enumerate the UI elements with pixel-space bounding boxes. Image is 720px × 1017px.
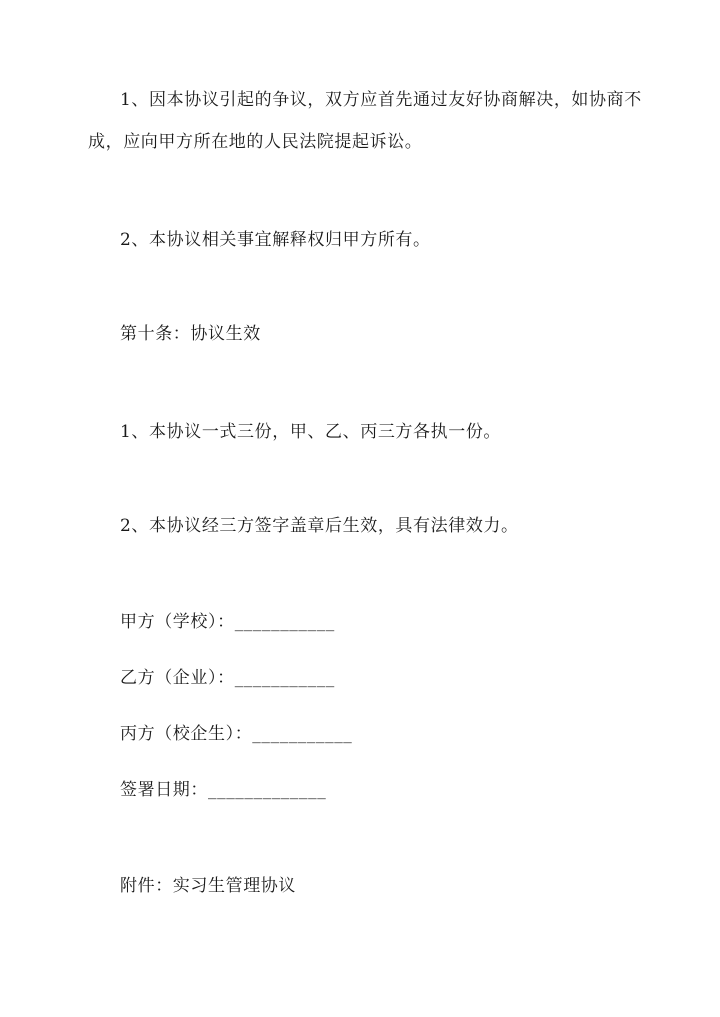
clause9-item1-line1: 1、因本协议引起的争议，双方应首先通过友好协商解决，如协商不 (120, 90, 642, 110)
clause9-item2: 2、本协议相关事宜解释权归甲方所有。 (120, 230, 431, 250)
signature-party-b: 乙方（企业）：___________ (120, 668, 335, 688)
clause10-item2: 2、本协议经三方签字盖章后生效，具有法律效力。 (120, 516, 519, 536)
signature-party-c: 丙方（校企生）：___________ (120, 724, 353, 744)
attachment-line: 附件：实习生管理协议 (120, 876, 296, 896)
clause10-heading: 第十条：协议生效 (120, 324, 261, 344)
clause9-item1-line2: 成，应向甲方所在地的人民法院提起诉讼。 (88, 132, 423, 152)
clause10-item1: 1、本协议一式三份，甲、乙、丙三方各执一份。 (120, 422, 502, 442)
signature-party-a: 甲方（学校）：___________ (120, 612, 335, 632)
signature-date: 签署日期：_____________ (120, 780, 327, 800)
